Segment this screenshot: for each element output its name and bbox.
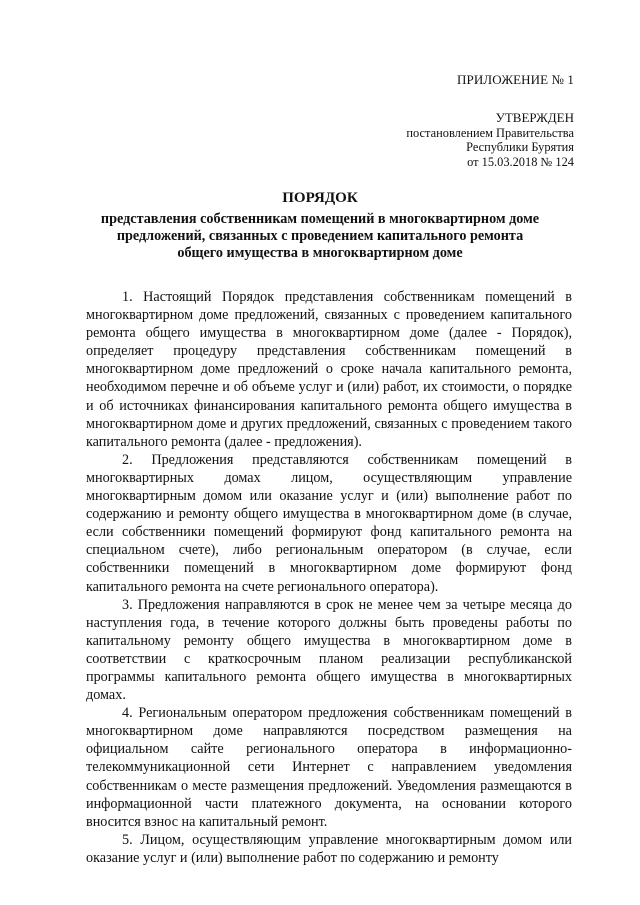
document-subtitle-line-3: общего имущества в многоквартирном доме bbox=[177, 245, 463, 261]
paragraph-5: 5. Лицом, осуществляющим управление многоквартирным домом или оказание услуг и (или) выполнение работ по содержанию и ремонту bbox=[86, 831, 572, 866]
approved-label: УТВЕРЖДЕН bbox=[495, 110, 574, 125]
approved-date: от 15.03.2018 № 124 bbox=[467, 154, 574, 169]
document-subtitle-line-2: предложений, связанных с проведением капитального ремонта bbox=[116, 228, 524, 244]
paragraph-1: 1. Настоящий Порядок представления собственникам помещений в многоквартирном доме предложений, связанных с проведением капитального ремонта общего имущества в многоквартирном доме (далее - Порядок), определяет процедуру представления собственникам помещений в многоквартирном доме предложений о сроке начала капитального ремонта, необходимом перечне и об объеме услуг и (или) работ, их стоимости, о порядке и об источниках финансирования капитального ремонта общего имущества в многоквартирном доме и других предложений, связанных с проведением такого капитального ремонта (далее - предложения). bbox=[86, 289, 572, 450]
approval-stamp-block bbox=[406, 111, 574, 169]
paragraph-2: 2. Предложения представляются собственникам помещений в многоквартирных домах лицом, осуществляющим управление многоквартирным домом или оказание услуг и (или) выполнение работ по содержанию и ремонту общего имущества в многоквартирном доме (в случае, если собственники помещений формируют фонд капитального ремонта на специальном счете), либо региональным оператором (в случае, если собственники помещений в многоквартирном доме формируют фонд капитального ремонта на счете регионального оператора). bbox=[86, 451, 572, 595]
document-title-block bbox=[60, 190, 580, 262]
approved-by-line-2: Республики Бурятия bbox=[466, 140, 574, 155]
appendix-label: ПРИЛОЖЕНИЕ № 1 bbox=[457, 72, 574, 87]
paragraph-3: 3. Предложения направляются в срок не менее чем за четыре месяца до наступления года, в течение которого должны быть проведены работы по капитальному ремонту общего имущества в многоквартирном доме в соответствии с краткосрочным планом реализации республиканской программы капитального ремонта общего имущества в многоквартирных домах. bbox=[86, 596, 572, 704]
approved-by-line-1: постановлением Правительства bbox=[406, 125, 574, 140]
paragraph-4: 4. Региональным оператором предложения собственникам помещений в многоквартирном доме направляются посредством размещения на официальном сайте регионального оператора в информационно-телекоммуникационной сети Интернет с направлением уведомления собственникам о месте размещения предложений. Уведомления размещаются в информационной части платежного документа, на основании которого вносится взнос на капитальный ремонт. bbox=[86, 705, 572, 830]
document-title: ПОРЯДОК bbox=[282, 190, 358, 206]
document-subtitle-line-1: представления собственникам помещений в многоквартирном доме bbox=[100, 211, 540, 227]
document-body bbox=[86, 288, 572, 867]
